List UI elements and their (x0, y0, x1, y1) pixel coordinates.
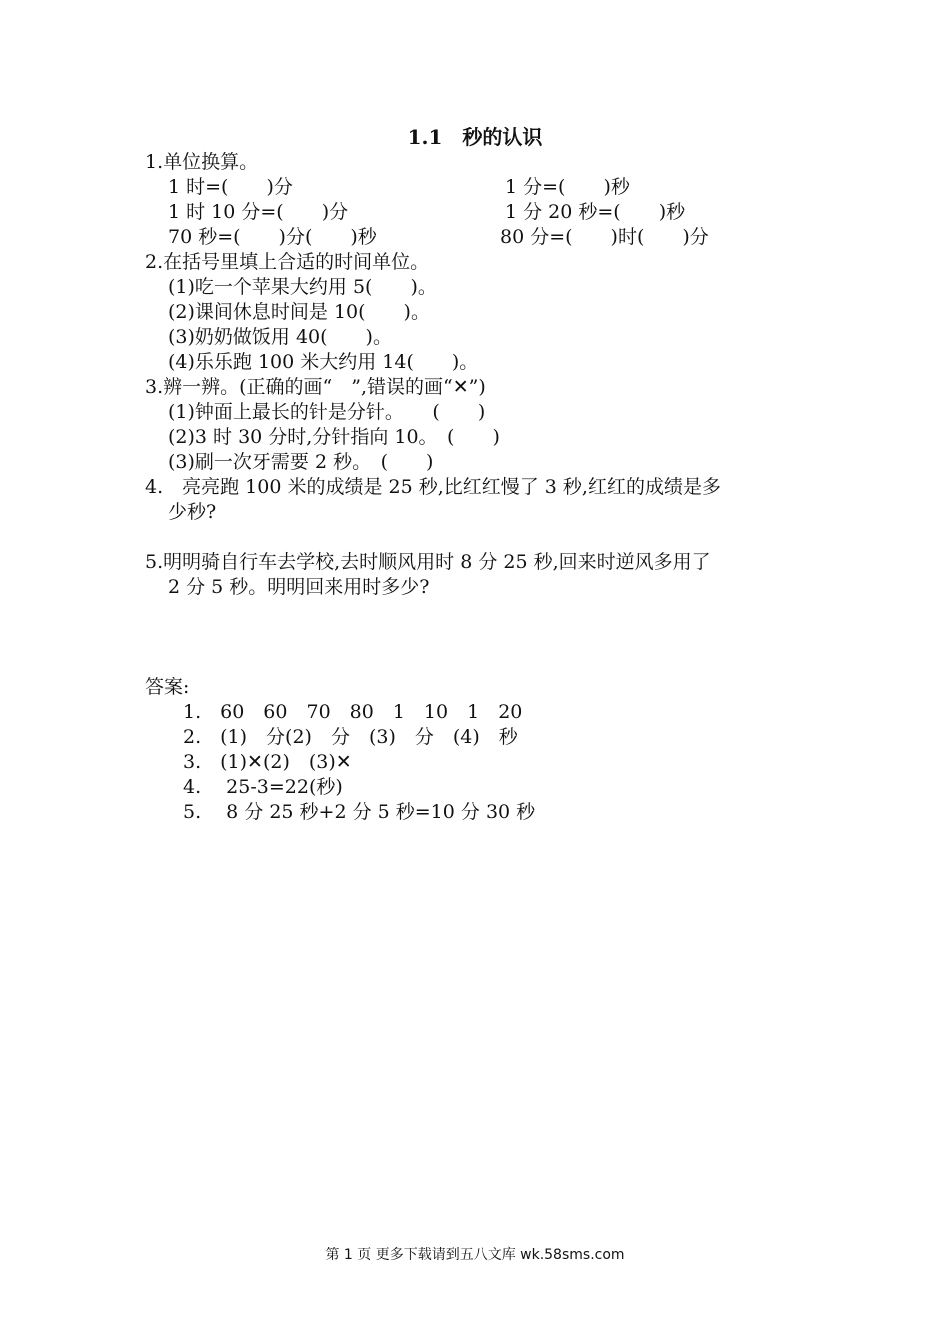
q2-heading: 2.在括号里填上合适的时间单位。 (145, 251, 430, 273)
q1-heading: 1.单位换算。 (145, 151, 259, 173)
answer-item: 1. 60 60 70 80 1 10 1 20 (183, 701, 523, 723)
answers-heading: 答案: (145, 676, 190, 698)
q1-item: 70 秒=( )分( )秒 (168, 226, 377, 248)
q2-item: (4)乐乐跑 100 米大约用 14( )。 (168, 351, 479, 373)
q3-item: (3)刷一次牙需要 2 秒。 ( ) (168, 451, 434, 473)
page-title: 1.1 秒的认识 (407, 125, 543, 149)
q5-line: 2 分 5 秒。明明回来用时多少? (168, 576, 430, 598)
q2-item: (3)奶奶做饭用 40( )。 (168, 326, 392, 348)
answer-item: 5. 8 分 25 秒+2 分 5 秒=10 分 30 秒 (183, 801, 536, 823)
answer-item: 4. 25-3=22(秒) (183, 776, 343, 798)
q1-item: 1 分=( )秒 (505, 176, 630, 198)
answer-item: 2. (1) 分(2) 分 (3) 分 (4) 秒 (183, 726, 518, 748)
q4-line: 4. 亮亮跑 100 米的成绩是 25 秒,比红红慢了 3 秒,红红的成绩是多 (145, 476, 721, 498)
q1-item: 1 时=( )分 (168, 176, 293, 198)
q3-heading: 3.辨一辨。(正确的画“ ”,错误的画“✕”) (145, 376, 486, 398)
q4-line: 少秒? (168, 501, 217, 523)
q2-item: (1)吃一个苹果大约用 5( )。 (168, 276, 437, 298)
q5-line: 5.明明骑自行车去学校,去时顺风用时 8 分 25 秒,回来时逆风多用了 (145, 551, 711, 573)
q3-item: (1)钟面上最长的针是分针。 ( ) (168, 401, 486, 423)
q2-item: (2)课间休息时间是 10( )。 (168, 301, 430, 323)
q1-item: 80 分=( )时( )分 (500, 226, 709, 248)
answer-item: 3. (1)✕(2) (3)✕ (183, 751, 352, 773)
q3-item: (2)3 时 30 分时,分针指向 10。 ( ) (168, 426, 500, 448)
page-footer: 第 1 页 更多下载请到五八文库 wk.58sms.com (325, 1247, 625, 1263)
q1-item: 1 分 20 秒=( )秒 (505, 201, 686, 223)
q1-item: 1 时 10 分=( )分 (168, 201, 349, 223)
